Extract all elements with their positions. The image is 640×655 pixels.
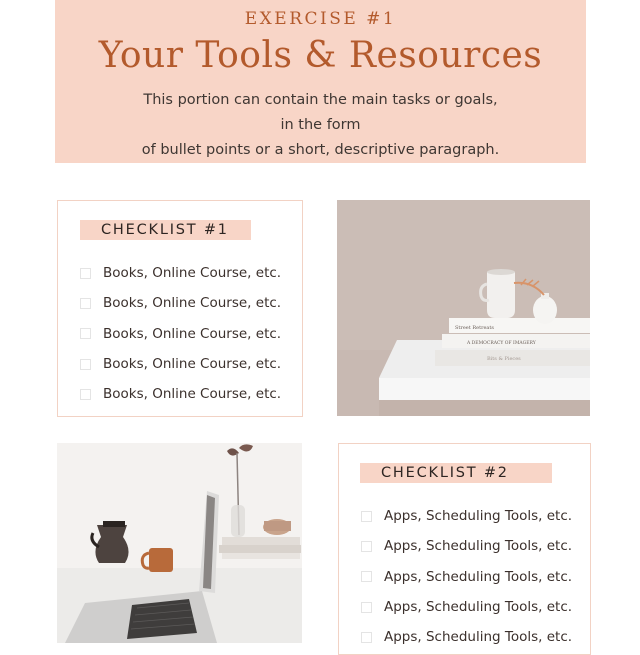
book-title: A DEMOCRACY OF IMAGERY xyxy=(467,341,536,346)
photo-laptop-coffee xyxy=(57,443,302,643)
checklist-item xyxy=(361,531,590,561)
checklist-item xyxy=(80,379,302,409)
checkbox[interactable] xyxy=(80,359,91,370)
checkbox[interactable] xyxy=(361,541,372,552)
photo-mug-and-books xyxy=(337,200,590,416)
description-line: This portion can contain the main tasks or goals, in the form xyxy=(143,92,498,133)
checklist-item xyxy=(361,622,590,652)
checkbox[interactable] xyxy=(361,602,372,613)
checklist-item-label: Books, Online Course, etc. xyxy=(103,325,282,342)
checklist-item-label: Apps, Scheduling Tools, etc. xyxy=(384,508,573,525)
checkbox[interactable] xyxy=(361,632,372,643)
checklist-item-label: Books, Online Course, etc. xyxy=(103,265,282,282)
checklist-item xyxy=(80,258,302,288)
checklist-item xyxy=(80,288,302,318)
checklist-item xyxy=(361,562,590,592)
exercise-label: EXERCISE #1 xyxy=(244,9,397,29)
checklist-2-heading: CHECKLIST #2 xyxy=(360,463,552,483)
page-title: Your Tools & Resources xyxy=(98,35,543,76)
book-title: Street Retreats xyxy=(455,325,494,331)
checkbox[interactable] xyxy=(80,268,91,279)
page-description xyxy=(135,88,506,163)
checklist-1-items xyxy=(80,258,302,409)
checklist-item xyxy=(80,349,302,379)
header-banner xyxy=(55,0,586,163)
checklist-1-card xyxy=(57,200,303,417)
book-title: Bits & Pieces xyxy=(487,356,521,362)
checklist-item xyxy=(80,319,302,349)
checklist-item-label: Apps, Scheduling Tools, etc. xyxy=(384,629,573,646)
checklist-item-label: Apps, Scheduling Tools, etc. xyxy=(384,599,573,616)
checklist-item-label: Books, Online Course, etc. xyxy=(103,386,282,403)
checklist-item-label: Apps, Scheduling Tools, etc. xyxy=(384,538,573,555)
checklist-2-card xyxy=(338,443,591,655)
checklist-item-label: Books, Online Course, etc. xyxy=(103,356,282,373)
checklist-item-label: Books, Online Course, etc. xyxy=(103,295,282,312)
photo-laptop-illustration xyxy=(57,443,302,643)
checkbox[interactable] xyxy=(80,389,91,400)
description-line: of bullet points or a short, descriptive paragraph. xyxy=(141,142,500,158)
checkbox[interactable] xyxy=(361,511,372,522)
photo-mug-books-illustration xyxy=(337,200,590,416)
checklist-1-heading: CHECKLIST #1 xyxy=(80,220,251,240)
checkbox[interactable] xyxy=(361,571,372,582)
checklist-item-label: Apps, Scheduling Tools, etc. xyxy=(384,568,573,585)
checklist-2-items xyxy=(361,501,590,652)
checkbox[interactable] xyxy=(80,328,91,339)
checkbox[interactable] xyxy=(80,298,91,309)
checklist-item xyxy=(361,501,590,531)
checklist-item xyxy=(361,592,590,622)
